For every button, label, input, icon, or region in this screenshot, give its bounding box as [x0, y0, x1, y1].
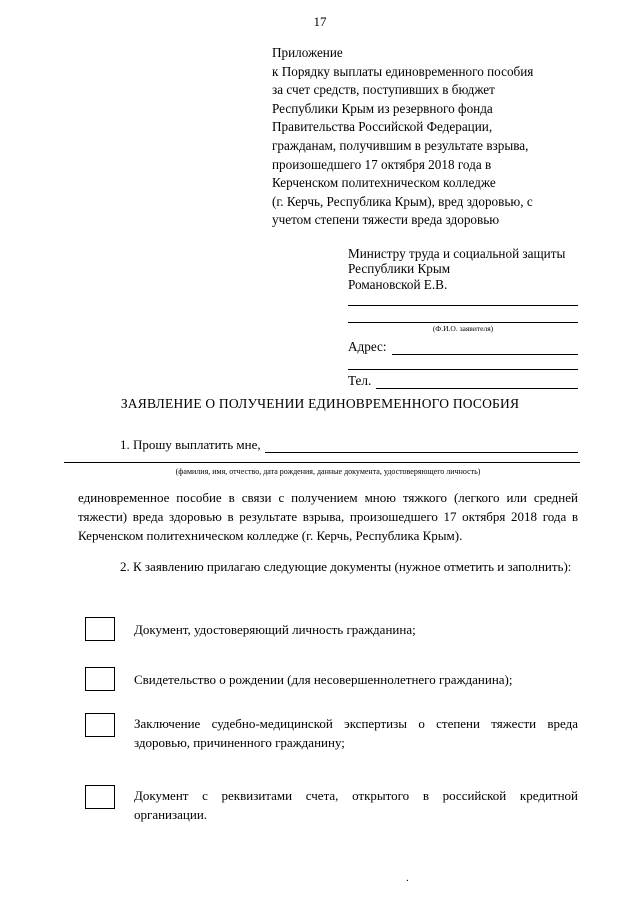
document-title: ЗАЯВЛЕНИЕ О ПОЛУЧЕНИИ ЕДИНОВРЕМЕННОГО ПОСОБИЯ	[120, 396, 520, 411]
name-field-line-2[interactable]	[64, 450, 580, 463]
phone-label: Тел.	[348, 373, 372, 388]
document-item-row	[85, 617, 578, 641]
fio-field-line-2[interactable]	[348, 306, 578, 323]
benefit-paragraph: единовременное пособие в связи с получением мною тяжкого (легкого или средней тяжести) вреда здоровью в результате взрыва, произошедшего 17 октября 2018 года в Керченском политехническом колледже (г. Керчь, Республика Крым).	[78, 490, 578, 543]
checkbox-bank-account-details[interactable]	[85, 785, 115, 809]
addressee-line: Республики Крым	[348, 261, 451, 277]
document-item-label: Заключение судебно-медицинской экспертизы о степени тяжести вреда здоровью, причиненного гражданину;	[134, 716, 578, 750]
document-item-label: Документ, удостоверяющий личность гражданина;	[134, 621, 416, 637]
address-label: Адрес:	[348, 339, 387, 354]
address-field-line-2[interactable]	[348, 355, 578, 370]
addressee-block	[348, 246, 584, 292]
document-item-row	[85, 713, 578, 752]
checkbox-identity-document[interactable]	[85, 617, 115, 641]
phone-field[interactable]	[376, 388, 578, 389]
appendix-line: Приложение	[272, 45, 343, 60]
address-field[interactable]	[392, 354, 578, 355]
document-item-label: Свидетельство о рождении (для несовершеннолетнего гражданина);	[134, 671, 513, 687]
documents-intro-paragraph: 2. К заявлению прилагаю следующие документы (нужное отметить и заполнить):	[120, 559, 572, 574]
appendix-line: Республики Крым из резервного фонда	[272, 100, 493, 116]
checkbox-birth-certificate[interactable]	[85, 667, 115, 691]
applicant-fields	[348, 290, 578, 389]
addressee-line: Министру труда и социальной защиты	[348, 246, 566, 261]
appendix-line: учетом степени тяжести вреда здоровью	[272, 212, 500, 228]
appendix-line: к Порядку выплаты единовременного пособия	[272, 63, 534, 79]
phone-row	[348, 370, 578, 389]
appendix-line: произошедшего 17 октября 2018 года в	[272, 156, 492, 172]
stray-period-mark: .	[406, 872, 409, 884]
fio-field-line-1[interactable]	[348, 290, 578, 306]
address-row	[348, 334, 578, 355]
fio-caption: (Ф.И.О. заявителя)	[432, 324, 494, 333]
addressee-line: Романовской Е.В.	[348, 276, 448, 292]
appendix-line: за счет средств, поступивших в бюджет	[272, 82, 495, 98]
name-field-caption: (фамилия, имя, отчество, дата рождения, данные документа, удостоверяющего личность)	[175, 467, 481, 476]
document-item-label: Документ с реквизитами счета, открытого в российской кредитной организации.	[134, 788, 578, 822]
appendix-line: (г. Керчь, Республика Крым), вред здоровью, с	[272, 193, 533, 209]
appendix-header	[272, 44, 588, 230]
checkbox-medical-expertise[interactable]	[85, 713, 115, 737]
document-item-row	[85, 667, 578, 691]
appendix-line: гражданам, получившим в результате взрыва,	[272, 137, 529, 153]
appendix-line: Правительства Российской Федерации,	[272, 119, 493, 135]
document-item-row	[85, 785, 578, 824]
page-number: 17	[313, 14, 327, 29]
request-lead-text: 1. Прошу выплатить мне,	[120, 437, 261, 452]
appendix-line: Керченском политехническом колледже	[272, 175, 496, 191]
